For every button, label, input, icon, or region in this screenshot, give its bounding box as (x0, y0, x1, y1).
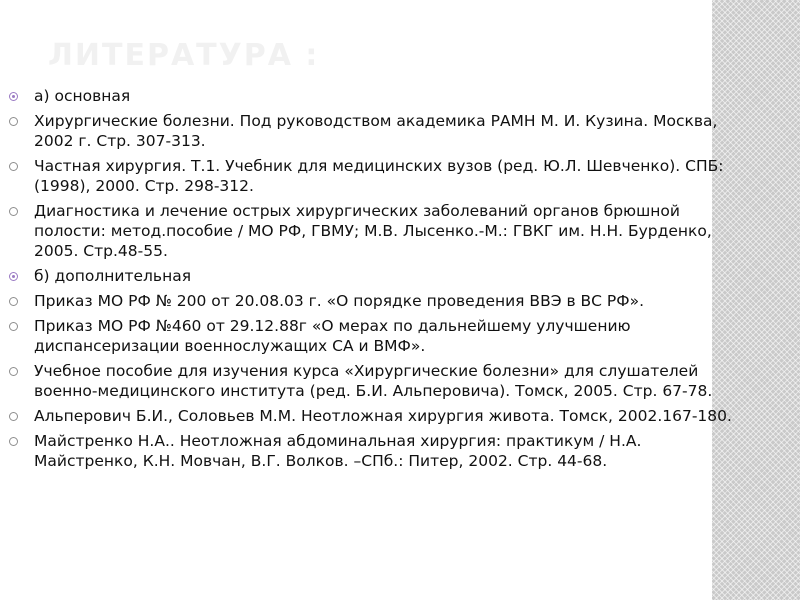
list-item (8, 406, 748, 426)
list-item-text: а) основная (34, 87, 131, 105)
circle-bullet-icon (9, 322, 18, 331)
circle-dot-bullet-icon (9, 92, 18, 101)
list-item-text: Частная хирургия. Т.1. Учебник для медицинских вузов (ред. Ю.Л. Шевченко). СПБ: (1998), 2000. Стр. 298-312. (34, 157, 724, 195)
list-item-text: Диагностика и лечение острых хирургических заболеваний органов брюшной полости: метод.пособие / МО РФ, ГВМУ; М.В. Лысенко.-М.: ГВКГ им. Н.Н. Бурденко, 2005. Стр.48-55. (34, 202, 712, 260)
section-heading (8, 86, 748, 106)
list-item (8, 316, 748, 356)
slide-title: ЛИТЕРАТУРА : (48, 38, 320, 73)
list-item-text: б) дополнительная (34, 267, 192, 285)
circle-bullet-icon (9, 437, 18, 446)
list-item (8, 201, 748, 261)
list-item (8, 111, 748, 151)
circle-bullet-icon (9, 117, 18, 126)
circle-bullet-icon (9, 297, 18, 306)
list-item (8, 431, 748, 471)
list-item-text: Майстренко Н.А.. Неотложная абдоминальная хирургия: практикум / Н.А. Майстренко, К.Н. Мовчан, В.Г. Волков. –СПб.: Питер, 2002. Стр. 44-68. (34, 432, 642, 470)
list-item-text: Учебное пособие для изучения курса «Хирургические болезни» для слушателей военно-медицинского института (ред. Б.И. Альперовича). Томск, 2005. Стр. 67-78. (34, 362, 713, 400)
list-item (8, 156, 748, 196)
list-item-text: Приказ МО РФ № 200 от 20.08.03 г. «О порядке проведения ВВЭ в ВС РФ». (34, 292, 644, 310)
circle-bullet-icon (9, 367, 18, 376)
list-item (8, 291, 748, 311)
list-item-text: Альперович Б.И., Соловьев М.М. Неотложная хирургия живота. Томск, 2002.167-180. (34, 407, 732, 425)
circle-bullet-icon (9, 412, 18, 421)
circle-bullet-icon (9, 207, 18, 216)
list-item-text: Приказ МО РФ №460 от 29.12.88г «О мерах по дальнейшему улучшению диспансеризации военнослужащих СА и ВМФ». (34, 317, 631, 355)
circle-bullet-icon (9, 162, 18, 171)
section-heading (8, 266, 748, 286)
circle-dot-bullet-icon (9, 272, 18, 281)
list-item-text: Хирургические болезни. Под руководством академика РАМН М. И. Кузина. Москва, 2002 г. Стр. 307-313. (34, 112, 718, 150)
list-item (8, 361, 748, 401)
literature-list (8, 86, 748, 476)
